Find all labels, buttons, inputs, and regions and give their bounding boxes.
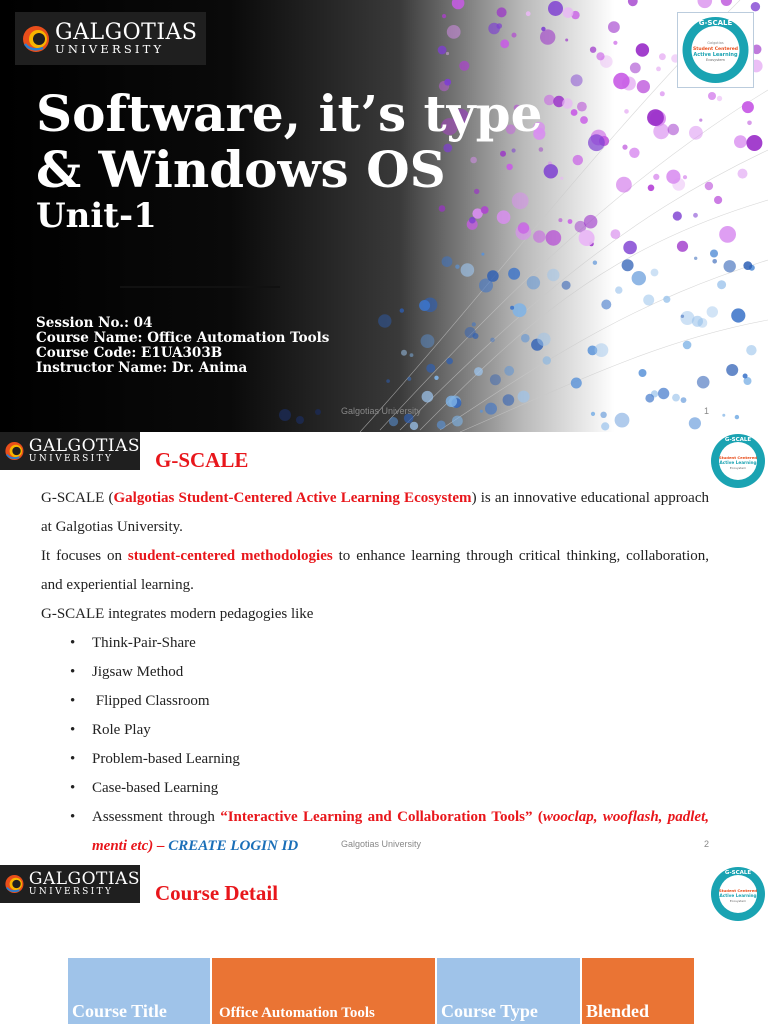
svg-text:Active Learning: Active Learning xyxy=(693,52,738,58)
session-number: Session No.: 04 xyxy=(36,315,153,331)
svg-text:Student Centered: Student Centered xyxy=(718,888,758,893)
paragraph-3: G-SCALE integrates modern pedagogies like xyxy=(41,606,314,622)
table-cell: Course Type xyxy=(436,958,581,1024)
gscale-slide xyxy=(0,432,768,865)
slide-heading: G-SCALE xyxy=(155,448,249,472)
gscale-badge-icon xyxy=(678,13,753,87)
galgotias-swirl-icon xyxy=(4,872,25,896)
galgotias-logo xyxy=(0,865,140,903)
svg-text:Student Centered: Student Centered xyxy=(692,47,739,52)
title-line1: Software, it’s type xyxy=(36,84,543,143)
svg-text:G-SCALE: G-SCALE xyxy=(724,870,752,876)
svg-text:Active Learning: Active Learning xyxy=(719,460,757,465)
pedagogy-list xyxy=(41,629,709,861)
gscale-badge-icon xyxy=(708,865,768,923)
list-item: • Jigsaw Method xyxy=(70,664,184,680)
gscale-expansion: Galgotias Student-Centered Active Learning Ecosystem xyxy=(113,490,472,506)
logo-line2: UNIVERSITY xyxy=(55,41,165,56)
title-line2: & Windows OS xyxy=(36,140,446,199)
course-code: Course Code: E1UA303B xyxy=(36,345,223,361)
divider xyxy=(120,286,280,288)
page-number: 1 xyxy=(704,406,710,416)
session-info xyxy=(36,316,329,376)
table-cell: Blended xyxy=(581,958,694,1024)
galgotias-swirl-icon xyxy=(4,439,25,463)
instructor-name: Instructor Name: Dr. Anima xyxy=(36,360,248,376)
slide-footer: Galgotias University xyxy=(341,406,422,416)
list-item: • Think-Pair-Share xyxy=(70,635,196,651)
galgotias-logo xyxy=(15,12,206,65)
list-item: • Role Play xyxy=(70,722,151,738)
unit-label: Unit-1 xyxy=(36,196,157,236)
logo-line1: GALGOTIAS xyxy=(55,19,198,45)
list-item: • Case-based Learning xyxy=(70,780,219,796)
table-cell: Office Automation Tools xyxy=(211,958,436,1024)
galgotias-swirl-icon xyxy=(21,24,51,54)
list-item: • Assessment through “Interactive Learning and Collaboration Tools” (wooclap, wooflash, padlet, menti etc) – CREATE LOGIN ID xyxy=(70,809,710,854)
course-detail-table xyxy=(68,958,694,1024)
svg-text:G-SCALE: G-SCALE xyxy=(724,437,752,443)
title-slide xyxy=(0,0,768,432)
paragraph-2: It focuses on student-centered methodologies to enhance learning through critical thinking, collaboration, and experiential learning. xyxy=(41,548,710,593)
gscale-badge xyxy=(677,12,754,88)
course-name: Course Name: Office Automation Tools xyxy=(36,330,330,346)
logo-line2: UNIVERSITY xyxy=(28,887,114,897)
logo-line1: GALGOTIAS xyxy=(28,436,140,456)
paragraph-1: G-SCALE (Galgotias Student-Centered Active Learning Ecosystem) is an innovative educational approach at Galgotias University. xyxy=(41,490,709,535)
highlight-text: student-centered methodologies xyxy=(127,548,333,564)
badge-ring-text: G-SCALE xyxy=(698,19,733,27)
svg-text:Active Learning: Active Learning xyxy=(719,893,757,898)
course-detail-slide xyxy=(0,865,768,1024)
table-row xyxy=(68,958,694,1024)
svg-text:Ecosystem: Ecosystem xyxy=(706,58,725,62)
svg-text:Student Centered: Student Centered xyxy=(718,455,758,460)
galgotias-logo xyxy=(0,432,140,470)
slide-body xyxy=(41,484,709,861)
gscale-badge-icon xyxy=(708,432,768,490)
logo-line2: UNIVERSITY xyxy=(28,454,114,464)
table-cell: Course Title xyxy=(68,958,211,1024)
logo-line1: GALGOTIAS xyxy=(28,869,140,889)
gscale-badge xyxy=(708,865,768,923)
svg-text:Ecosystem: Ecosystem xyxy=(729,466,747,470)
svg-text:Galgotias: Galgotias xyxy=(707,41,724,45)
create-login-id-link: CREATE LOGIN ID xyxy=(164,838,299,854)
slide-title xyxy=(36,86,542,198)
list-item: • Problem-based Learning xyxy=(70,751,240,767)
slide-footer: Galgotias University xyxy=(341,839,422,849)
slide-heading: Course Detail xyxy=(155,881,279,905)
page-number: 2 xyxy=(704,839,710,849)
list-item: • Flipped Classroom xyxy=(70,693,210,709)
svg-text:Ecosystem: Ecosystem xyxy=(729,899,747,903)
gscale-badge xyxy=(708,432,768,490)
